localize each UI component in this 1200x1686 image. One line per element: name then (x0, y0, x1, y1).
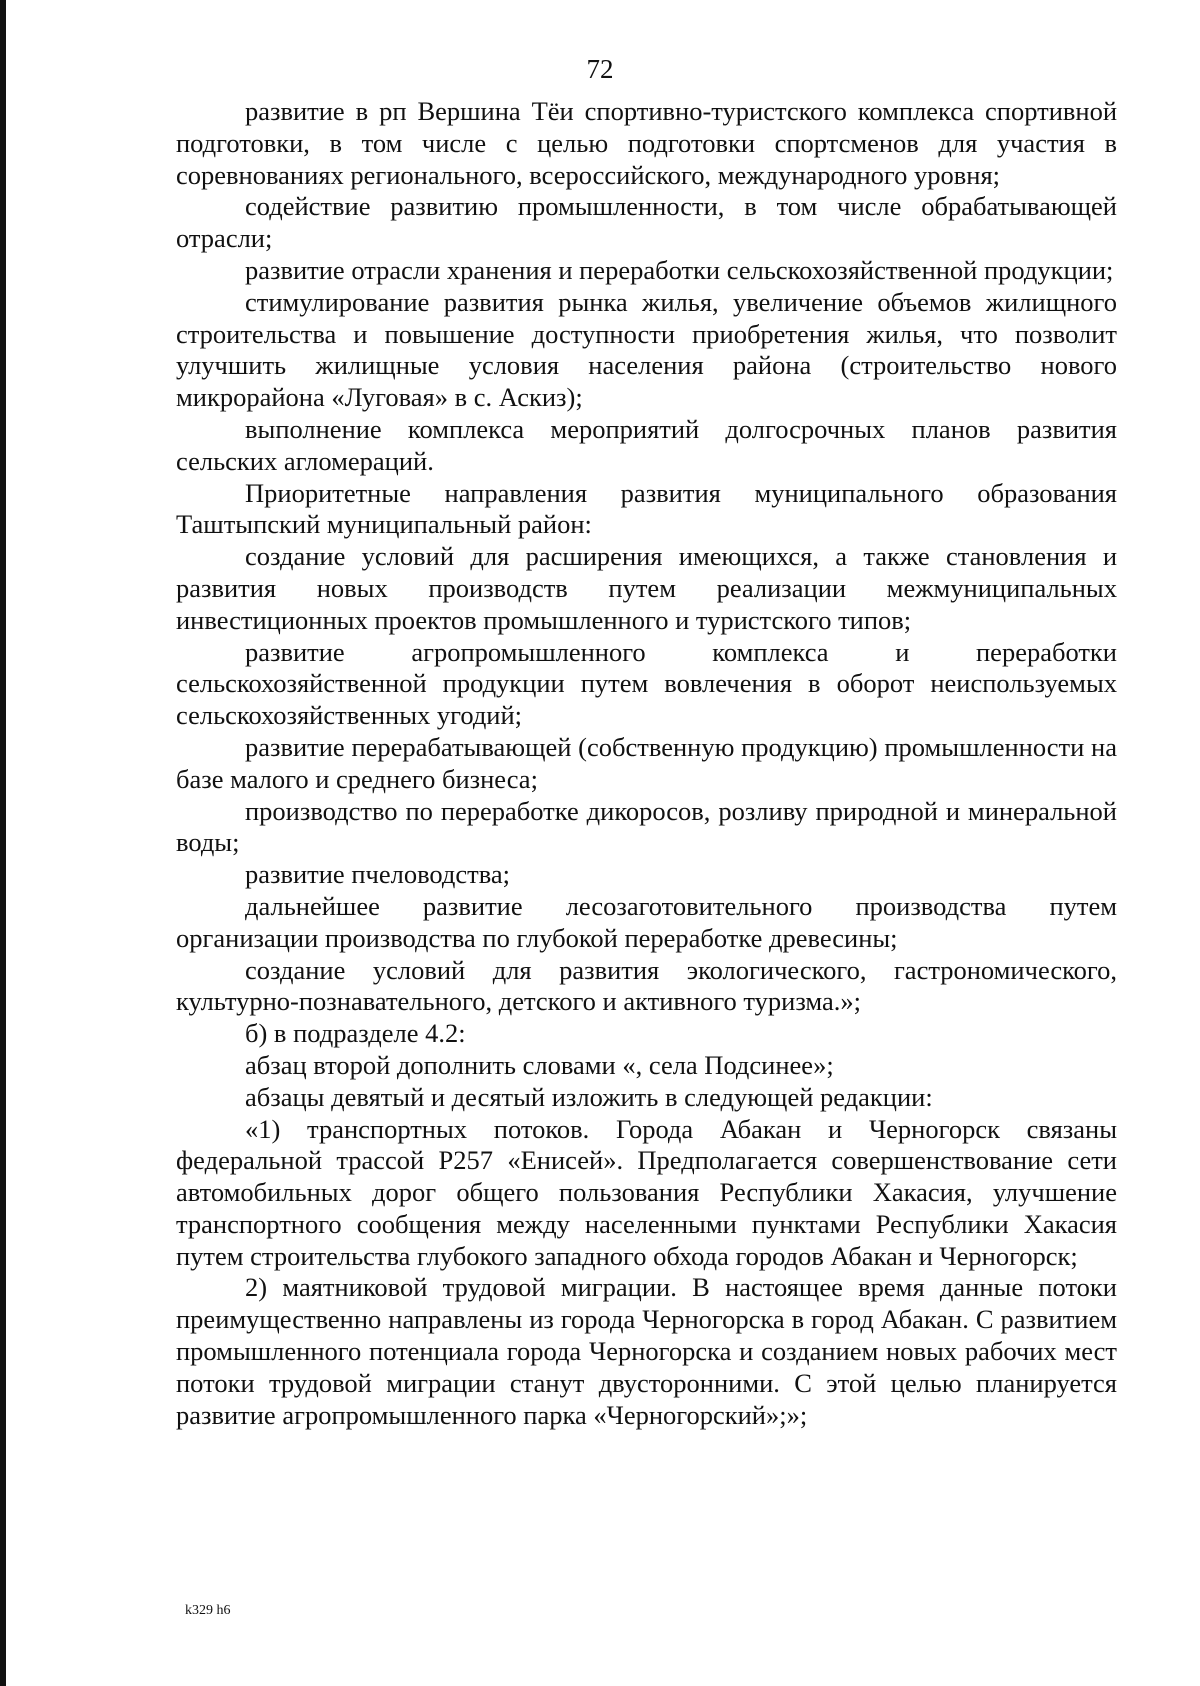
paragraph: выполнение комплекса мероприятий долгосрочных планов развития сельских агломераций. (176, 413, 1117, 476)
page-number: 72 (586, 54, 614, 84)
paragraph: развитие агропромышленного комплекса и переработки сельскохозяйственной продукции путем вовлечения в оборот неиспользуемых сельскохозяйственных угодий; (176, 636, 1117, 731)
paragraph: Приоритетные направления развития муниципального образования Таштыпский муниципальный район: (176, 477, 1117, 540)
paragraph: создание условий для развития экологического, гастрономического, культурно-познавательного, детского и активного туризма.»; (176, 954, 1117, 1017)
scan-edge (0, 0, 6, 1686)
paragraph: «1) транспортных потоков. Города Абакан и Черногорск связаны федеральной трассой Р257 «Енисей». Предполагается совершенствование сети автомобильных дорог общего пользования Республики Хакасия, улучшение транспортного сообщения между населенными пунктами Республики Хакасия путем строительства глубокого западного обхода городов Абакан и Черногорск; (176, 1113, 1117, 1271)
paragraph: создание условий для расширения имеющихся, а также становления и развития новых производств путем реализации межмуниципальных инвестиционных проектов промышленного и туристского типов; (176, 541, 1117, 635)
paragraph: развитие пчеловодства; (245, 859, 510, 890)
paragraph: стимулирование развития рынка жилья, увеличение объемов жилищного строительства и повышение доступности приобретения жилья, что позволит улучшить жилищные условия населения района (строительство нового микрорайона «Луговая» в с. Аскиз); (176, 286, 1117, 413)
footer-code: k329 h6 (185, 1603, 231, 1618)
paragraph: дальнейшее развитие лесозаготовительного производства путем организации производства по глубокой переработке древесины; (176, 890, 1117, 953)
paragraph: производство по переработке дикоросов, розливу природной и минеральной воды; (176, 795, 1117, 858)
paragraph: развитие в рп Вершина Тёи спортивно-туристского комплекса спортивной подготовки, в том числе с целью подготовки спортсменов для участия в соревнованиях регионального, всероссийского, международного уровня; (176, 96, 1117, 190)
paragraph: абзац второй дополнить словами «, села Подсинее»; (245, 1049, 834, 1080)
paragraph: развитие перерабатывающей (собственную продукцию) промышленности на базе малого и среднего бизнеса; (176, 731, 1117, 794)
body-text (176, 96, 1117, 1431)
paragraph: абзацы девятый и десятый изложить в следующей редакции: (245, 1081, 933, 1112)
paragraph: 2) маятниковой трудовой миграции. В настоящее время данные потоки преимущественно направлены из города Черногорска в город Абакан. С развитием промышленного потенциала города Черногорска и созданием новых рабочих мест потоки трудовой миграции станут двусторонними. С этой целью планируется развитие агропромышленного парка «Черногорский»;»; (176, 1272, 1117, 1430)
paragraph: содействие развитию промышленности, в том числе обрабатывающей отрасли; (176, 191, 1117, 254)
paragraph: б) в подразделе 4.2: (245, 1018, 466, 1049)
paragraph: развитие отрасли хранения и переработки сельскохозяйственной продукции; (245, 254, 1114, 285)
